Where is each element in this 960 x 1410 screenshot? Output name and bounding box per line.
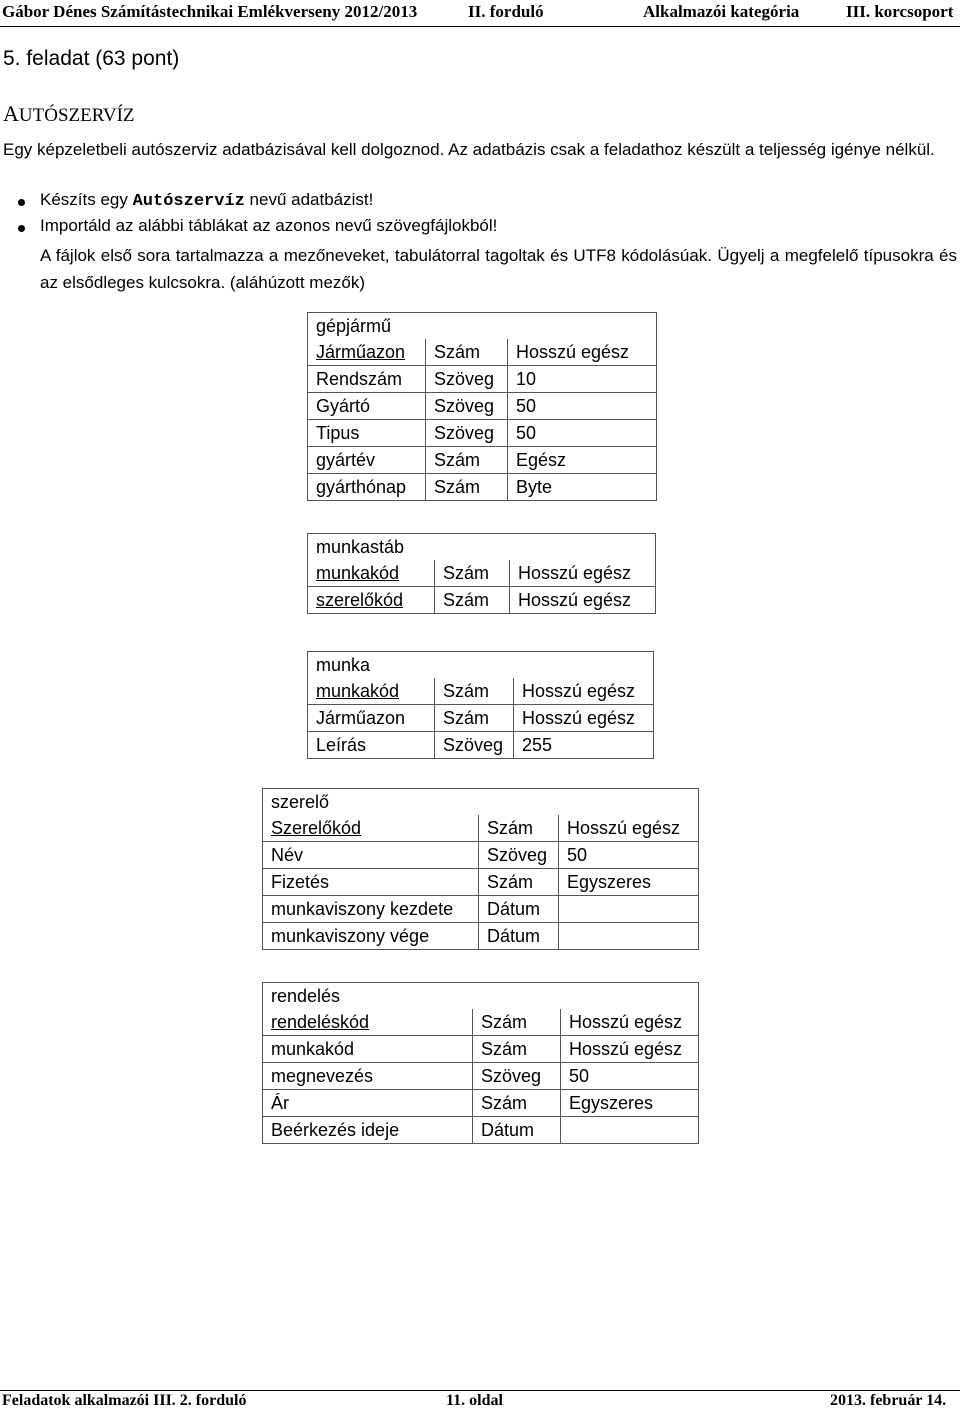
field-type: Szám <box>435 705 514 732</box>
table-row <box>263 1036 699 1063</box>
field-name: munkakód <box>308 678 435 705</box>
field-size: 50 <box>508 420 657 447</box>
field-name: gyárthónap <box>308 474 426 501</box>
field-name: Beérkezés ideje <box>263 1117 473 1144</box>
field-size <box>561 1117 699 1144</box>
field-size: 50 <box>508 393 657 420</box>
field-type: Szám <box>479 815 559 842</box>
table-row <box>308 366 657 393</box>
field-type: Dátum <box>479 923 559 950</box>
table-name: munka <box>308 652 654 679</box>
table-row <box>308 393 657 420</box>
field-type: Szám <box>473 1090 561 1117</box>
field-type: Szöveg <box>426 420 508 447</box>
field-name: Rendszám <box>308 366 426 393</box>
field-name: Gyártó <box>308 393 426 420</box>
table-row <box>263 923 699 950</box>
field-name: gyártév <box>308 447 426 474</box>
schema-table <box>307 533 656 614</box>
intro-text: Egy képzeletbeli autószerviz adatbázisával kell dolgoznod. Az adatbázis csak a feladathoz készült a teljesség igénye nélkül. <box>3 140 935 159</box>
bullet-text: Importáld az alábbi táblákat az azonos nevű szövegfájlokból! <box>40 216 498 235</box>
import-instructions: A fájlok első sora tartalmazza a mezőneveket, tabulátorral tagoltak és UTF8 kódolásúak. Ügyelj a megfelelő típusokra és az elsődleges kulcsokra. (aláhúzott mezők) <box>40 246 957 292</box>
table-row <box>308 705 654 732</box>
field-size: Egész <box>508 447 657 474</box>
table-row <box>308 339 657 366</box>
field-type: Szám <box>435 587 510 614</box>
task-title: 5. feladat (63 pont) <box>3 47 180 70</box>
table-row <box>308 474 657 501</box>
field-type: Szöveg <box>473 1063 561 1090</box>
schema-table <box>307 312 657 501</box>
field-type: Szám <box>473 1009 561 1036</box>
field-type: Szám <box>426 339 508 366</box>
field-name: Név <box>263 842 479 869</box>
field-size: 255 <box>514 732 654 759</box>
footer-page-number: 11. oldal <box>446 1392 503 1409</box>
header-round: II. forduló <box>468 2 544 21</box>
field-size <box>559 923 699 950</box>
table-row <box>308 587 656 614</box>
table-row <box>263 1063 699 1090</box>
field-size: Egyszeres <box>561 1090 699 1117</box>
database-name: Autószervíz <box>132 192 245 211</box>
header-competition: Gábor Dénes Számítástechnikai Emlékverseny 2012/2013 <box>2 2 418 21</box>
schema-table <box>307 651 654 759</box>
field-type: Szöveg <box>426 393 508 420</box>
field-type: Szöveg <box>426 366 508 393</box>
bullet-text: Készíts egy Autószervíz nevű adatbázist! <box>40 190 374 211</box>
field-type: Szám <box>426 474 508 501</box>
field-type: Szám <box>435 560 510 587</box>
table-row <box>263 1009 699 1036</box>
field-name: Fizetés <box>263 869 479 896</box>
field-name: rendeléskód <box>263 1009 473 1036</box>
bullet-icon <box>18 225 25 232</box>
footer-date: 2013. február 14. <box>830 1392 947 1409</box>
table-row <box>263 1090 699 1117</box>
field-size: Hosszú egész <box>510 587 656 614</box>
field-size: Hosszú egész <box>561 1036 699 1063</box>
table-row <box>263 869 699 896</box>
table-row <box>308 447 657 474</box>
header-age-group: III. korcsoport <box>846 2 954 21</box>
table-name: szerelő <box>263 789 699 816</box>
field-type: Dátum <box>473 1117 561 1144</box>
table-name: rendelés <box>263 983 699 1010</box>
table-row <box>308 420 657 447</box>
field-name: munkaviszony vége <box>263 923 479 950</box>
table-row <box>308 732 654 759</box>
table-row <box>308 560 656 587</box>
schema-table <box>262 982 699 1144</box>
field-name: munkaviszony kezdete <box>263 896 479 923</box>
field-name: Szerelőkód <box>263 815 479 842</box>
field-type: Szám <box>473 1036 561 1063</box>
table-name: gépjármű <box>308 313 657 340</box>
field-size: Hosszú egész <box>561 1009 699 1036</box>
field-type: Szöveg <box>435 732 514 759</box>
field-type: Szöveg <box>479 842 559 869</box>
table-row <box>308 678 654 705</box>
table-name: munkastáb <box>308 534 656 561</box>
table-row <box>263 896 699 923</box>
footer-left: Feladatok alkalmazói III. 2. forduló <box>2 1392 247 1409</box>
section-title <box>3 101 135 127</box>
field-size: Hosszú egész <box>510 560 656 587</box>
table-row <box>263 842 699 869</box>
field-name: Tipus <box>308 420 426 447</box>
field-size <box>559 896 699 923</box>
field-name: munkakód <box>263 1036 473 1063</box>
field-type: Szám <box>479 869 559 896</box>
page-footer <box>0 1390 960 1410</box>
header-category: Alkalmazói kategória <box>643 2 800 21</box>
field-type: Szám <box>435 678 514 705</box>
field-type: Szám <box>426 447 508 474</box>
page-header <box>0 0 960 27</box>
field-name: Ár <box>263 1090 473 1117</box>
field-name: szerelőkód <box>308 587 435 614</box>
field-name: Járműazon <box>308 339 426 366</box>
field-size: 50 <box>561 1063 699 1090</box>
field-name: Leírás <box>308 732 435 759</box>
table-row <box>263 815 699 842</box>
bullet-icon <box>18 199 25 206</box>
section-title-initial: A <box>3 101 19 126</box>
schema-table <box>262 788 699 950</box>
field-name: megnevezés <box>263 1063 473 1090</box>
field-type: Dátum <box>479 896 559 923</box>
field-size: Byte <box>508 474 657 501</box>
field-name: Járműazon <box>308 705 435 732</box>
field-size: Hosszú egész <box>559 815 699 842</box>
field-name: munkakód <box>308 560 435 587</box>
field-size: Hosszú egész <box>514 705 654 732</box>
field-size: Hosszú egész <box>514 678 654 705</box>
section-title-rest: UTÓSZERVÍZ <box>18 105 135 126</box>
field-size: 10 <box>508 366 657 393</box>
field-size: Hosszú egész <box>508 339 657 366</box>
field-size: 50 <box>559 842 699 869</box>
table-row <box>263 1117 699 1144</box>
field-size: Egyszeres <box>559 869 699 896</box>
